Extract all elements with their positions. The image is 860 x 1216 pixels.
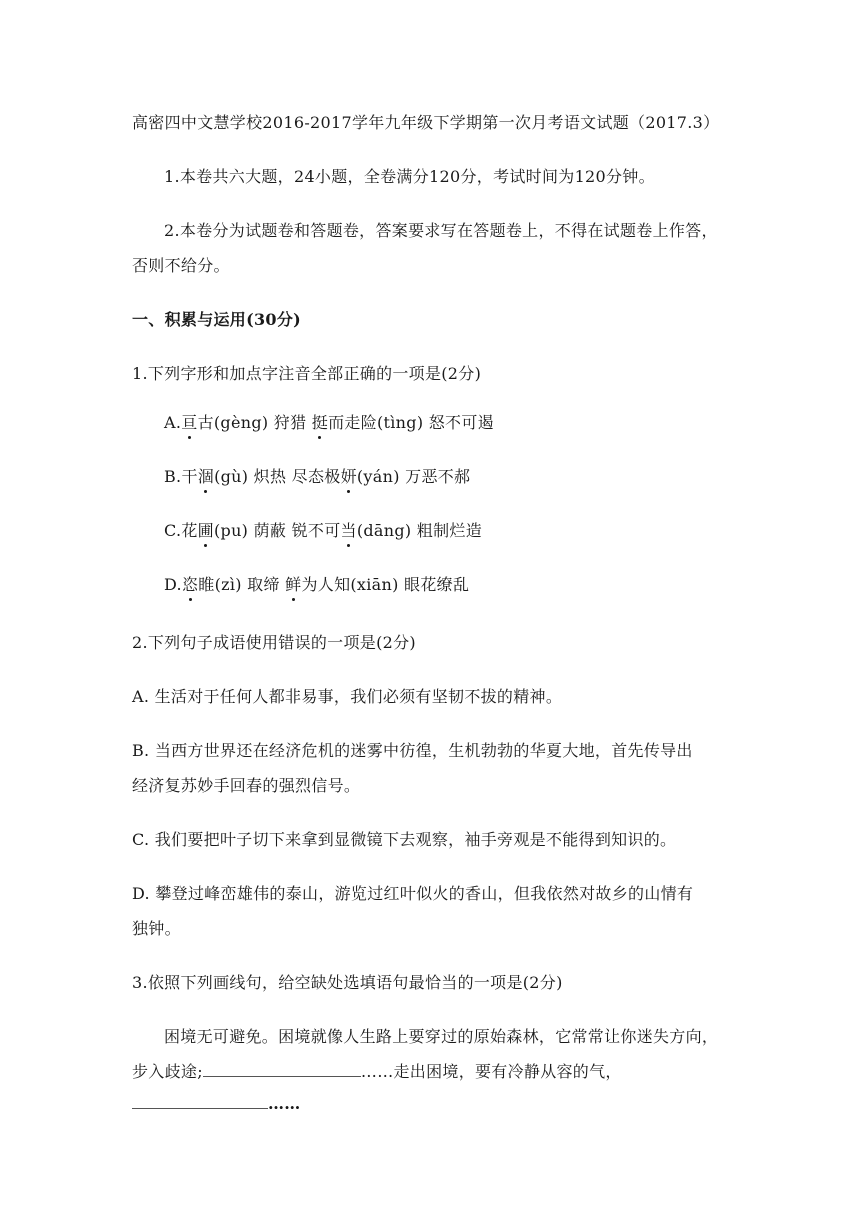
- question-1-option-c: [164, 520, 482, 542]
- question-2-option-b-line-2: 经济复苏妙手回春的强烈信号。: [132, 776, 361, 795]
- option-text: C.花: [164, 521, 198, 540]
- dotted-char: 恣: [181, 575, 199, 594]
- option-text: (gù) 炽热 尽态极: [214, 467, 341, 486]
- dotted-char: 亘: [181, 413, 198, 432]
- option-text: (yán) 万恶不郝: [356, 467, 471, 486]
- option-text: D.: [164, 575, 182, 594]
- exam-title: 高密四中文慧学校2016-2017学年九年级下学期第一次月考语文试题（2017.3）: [132, 113, 720, 132]
- passage-text: 步入歧途;: [132, 1062, 203, 1081]
- question-2-option-d-line-2: 独钟。: [132, 919, 181, 938]
- option-text: 而走险(tìng) 怒不可遏: [328, 413, 494, 432]
- question-2-option-b-line-1: B. 当西方世界还在经济危机的迷雾中彷徨，生机勃勃的华夏大地，首先传导出: [132, 741, 693, 760]
- note-1: 1.本卷共六大题，24小题，全卷满分120分，考试时间为120分钟。: [164, 167, 655, 186]
- question-3-passage-line-2: [132, 1061, 622, 1083]
- question-1-option-b: [164, 466, 470, 488]
- passage-text: ……: [268, 1094, 301, 1113]
- dotted-char: 妍: [340, 467, 357, 486]
- option-text: 睢(zì) 取缔: [198, 575, 286, 594]
- option-text: 为人知(xiān) 眼花缭乱: [301, 575, 470, 594]
- option-text: B.干: [164, 467, 198, 486]
- option-text: (dāng) 粗制烂造: [356, 521, 483, 540]
- question-1-stem: 1.下列字形和加点字注音全部正确的一项是(2分): [132, 364, 482, 383]
- question-2-option-c: C. 我们要把叶子切下来拿到显微镜下去观察，袖手旁观是不能得到知识的。: [132, 830, 677, 849]
- note-2-line-1: 2.本卷分为试题卷和答题卷，答案要求写在答题卷上，不得在试题卷上作答，: [164, 221, 718, 240]
- question-3-stem: 3.依照下列画线句，给空缺处选填语句最恰当的一项是(2分): [132, 973, 563, 992]
- dotted-char: 圃: [197, 521, 214, 540]
- question-2-stem: 2.下列句子成语使用错误的一项是(2分): [132, 633, 416, 652]
- dotted-char: 涸: [197, 467, 215, 486]
- question-3-passage-line-1: 困境无可避免。困境就像人生路上要穿过的原始森林，它常常让你迷失方向，: [164, 1027, 719, 1046]
- answer-blank: [203, 1062, 361, 1077]
- question-2-option-a: A. 生活对于任何人都非易事，我们必须有坚韧不拔的精神。: [132, 687, 563, 706]
- passage-text: ……走出困境，要有冷静从容的气，: [360, 1062, 622, 1081]
- dotted-char: 挺: [311, 413, 329, 432]
- dotted-char: 鲜: [285, 575, 302, 594]
- question-1-option-a: [164, 412, 494, 434]
- option-text: A.: [164, 413, 182, 432]
- section-heading: 一、积累与运用(30分): [132, 310, 302, 329]
- question-3-passage-line-3: [132, 1093, 301, 1115]
- option-text: 古(gèng) 狩猎: [197, 413, 312, 432]
- note-2-line-2: 否则不给分。: [132, 256, 230, 275]
- option-text: (pu) 荫蔽 锐不可: [213, 521, 341, 540]
- question-1-option-d: [164, 574, 469, 596]
- question-2-option-d-line-1: D. 攀登过峰峦雄伟的泰山，游览过红叶似火的香山，但我依然对故乡的山情有: [132, 884, 694, 903]
- dotted-char: 当: [340, 521, 357, 540]
- answer-blank: [132, 1094, 268, 1109]
